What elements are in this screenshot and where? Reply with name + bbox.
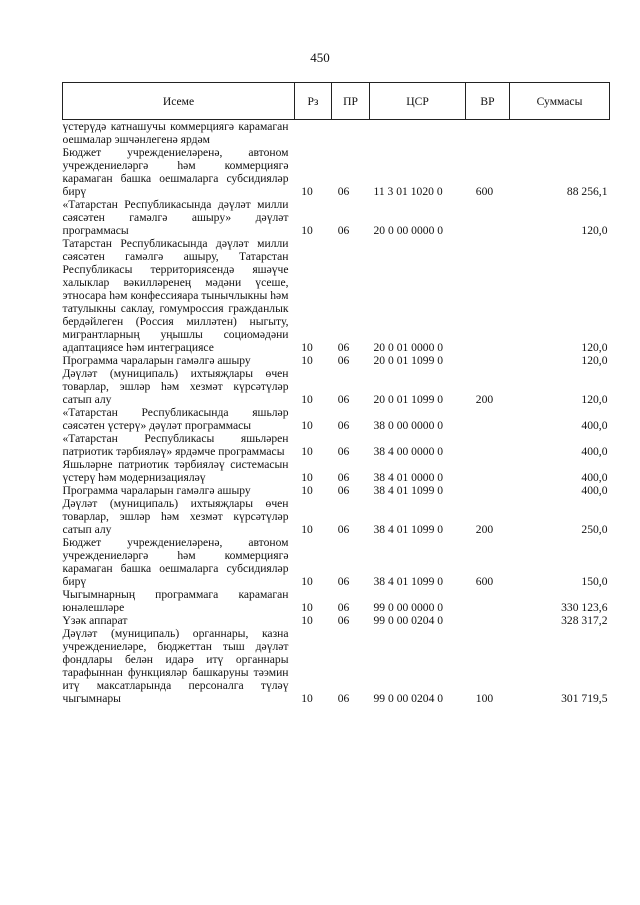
cell-pr: 06: [337, 471, 350, 484]
table-row: [63, 497, 610, 536]
cell-vr: [466, 406, 510, 432]
page-number: 450: [310, 50, 330, 65]
cell-vr: [466, 484, 510, 497]
cell-sum: 250,0: [581, 523, 608, 536]
cell-name: «Татарстан Республикасы яшьләрен патриотик тәрбияләү» ярдәмче программасы: [62, 432, 289, 458]
table-header: [63, 83, 610, 120]
cell-sum: 328 317,2: [561, 614, 608, 627]
cell-name: Чыгымнарның программага карамаган юнәлешләре: [62, 588, 289, 614]
cell-name: Үзәк аппарат: [62, 614, 128, 627]
table-row: [63, 458, 610, 484]
cell-rz: 10: [301, 523, 313, 536]
cell-pr: 06: [337, 224, 350, 237]
cell-csr: 20 0 00 0000 0: [373, 224, 444, 237]
cell-vr: 100: [475, 692, 494, 705]
cell-pr: 06: [337, 419, 350, 432]
cell-name: Яшьләрне патриотик тәрбияләү системасын үстерү һәм модернизацияләү: [62, 458, 289, 484]
cell-name: Бюджет учреждениеләренә, автоном учреждениеләргә һәм коммерциягә карамаган башка оешмаларга субсидияләр бирү: [62, 536, 289, 588]
table-row: [63, 237, 610, 354]
cell-name: Бюджет учреждениеләренә, автоном учреждениеләргә һәм коммерциягә карамаган башка оешмаларга субсидияләр бирү: [62, 146, 289, 198]
cell-name: үстерүдә катнашучы коммерциягә карамаган оешмалар эшчәнлегенә ярдәм: [62, 120, 289, 146]
cell-pr: 06: [337, 692, 350, 705]
header-name: Исеме: [63, 83, 295, 120]
cell-pr: 06: [337, 484, 350, 497]
budget-table: [62, 82, 610, 705]
cell-csr: 99 0 00 0000 0: [373, 601, 444, 614]
cell-sum: 150,0: [581, 575, 608, 588]
cell-pr: 06: [337, 185, 350, 198]
cell-vr: 600: [475, 185, 494, 198]
table-row: [63, 627, 610, 705]
cell-pr: 06: [337, 575, 350, 588]
cell-vr: [466, 198, 510, 237]
cell-csr: [370, 120, 466, 147]
table-row: [63, 432, 610, 458]
header-vr: ВР: [466, 83, 510, 120]
cell-rz: [295, 120, 332, 147]
cell-csr: 38 4 01 1099 0: [373, 523, 444, 536]
cell-rz: 10: [301, 393, 313, 406]
cell-rz: 10: [301, 692, 313, 705]
cell-name: Дәүләт (муниципаль) органнары, казна учреждениеләре, бюджеттан тыш дәүләт фондлары белән идарә итү органнары тарафыннан функцияләр башкаруны тәэмин итү максатларында персоналга түләү чыгымнары: [62, 627, 289, 705]
cell-rz: 10: [301, 354, 313, 367]
cell-csr: 99 0 00 0204 0: [373, 692, 444, 705]
cell-rz: 10: [301, 185, 313, 198]
cell-pr: 06: [337, 601, 350, 614]
header-csr: ЦСР: [370, 83, 466, 120]
cell-sum: 400,0: [581, 445, 608, 458]
cell-pr: 06: [337, 341, 350, 354]
cell-vr: [466, 588, 510, 614]
cell-csr: 20 0 01 1099 0: [373, 354, 444, 367]
table-row: [63, 198, 610, 237]
header-rz: Рз: [295, 83, 332, 120]
table-row: [63, 146, 610, 198]
cell-rz: 10: [301, 614, 313, 627]
table-row: [63, 614, 610, 627]
cell-sum: 400,0: [581, 419, 608, 432]
cell-vr: 600: [475, 575, 494, 588]
table-row: [63, 120, 610, 147]
cell-csr: 38 0 00 0000 0: [373, 419, 444, 432]
cell-pr: 06: [337, 523, 350, 536]
table-body: [63, 120, 610, 706]
cell-vr: [466, 432, 510, 458]
table-row: [63, 484, 610, 497]
cell-sum: 120,0: [581, 354, 608, 367]
cell-rz: 10: [301, 224, 313, 237]
cell-pr: 06: [337, 445, 350, 458]
cell-pr: 06: [337, 393, 350, 406]
cell-rz: 10: [301, 419, 313, 432]
cell-pr: 06: [337, 354, 350, 367]
cell-csr: 11 3 01 1020 0: [373, 185, 443, 198]
cell-sum: [510, 120, 610, 147]
header-sum: Суммасы: [510, 83, 610, 120]
cell-pr: 06: [337, 614, 350, 627]
cell-sum: 120,0: [581, 224, 608, 237]
table-row: [63, 588, 610, 614]
cell-sum: 400,0: [581, 471, 608, 484]
cell-rz: 10: [301, 341, 313, 354]
cell-vr: [466, 237, 510, 354]
cell-vr: 200: [475, 523, 494, 536]
cell-rz: 10: [301, 575, 313, 588]
cell-sum: 330 123,6: [561, 601, 608, 614]
cell-name: Дәүләт (муниципаль) ихтыяҗлары өчен товарлар, эшләр һәм хезмәт күрсәтүләр сатып алу: [62, 497, 289, 536]
cell-csr: 38 4 01 1099 0: [373, 484, 444, 497]
cell-sum: 400,0: [581, 484, 608, 497]
cell-rz: 10: [301, 484, 313, 497]
table-row: [63, 367, 610, 406]
cell-csr: 38 4 01 1099 0: [373, 575, 444, 588]
cell-csr: 20 0 01 1099 0: [373, 393, 444, 406]
cell-name: Программа чараларын гамәлгә ашыру: [62, 354, 251, 367]
table-row: [63, 354, 610, 367]
cell-pr: [332, 120, 370, 147]
cell-name: Татарстан Республикасында дәүләт милли сәясәтен гамәлгә ашыру, Татарстан Республикасы территориясендә яшәүче халыклар вәкилләренең мәдәни үсеше, этносара һәм конфессияара тынычлыкны һәм татулыкны саклау, гомумроссия гражданлык бердәйлеген (Россия милләтен) ныгыту, мигрантларның уңышлы социомәдәни адаптациясе һәм интеграциясе: [62, 237, 289, 354]
cell-sum: 88 256,1: [566, 185, 608, 198]
cell-name: «Татарстан Республикасында дәүләт милли сәясәтен гамәлгә ашыру» дәүләт программасы: [62, 198, 289, 237]
cell-csr: 38 4 01 0000 0: [373, 471, 444, 484]
cell-sum: 120,0: [581, 393, 608, 406]
cell-rz: 10: [301, 471, 313, 484]
cell-csr: 20 0 01 0000 0: [373, 341, 444, 354]
cell-rz: 10: [301, 601, 313, 614]
cell-vr: 200: [475, 393, 494, 406]
cell-sum: 301 719,5: [561, 692, 608, 705]
cell-name: Дәүләт (муниципаль) ихтыяҗлары өчен товарлар, эшләр һәм хезмәт күрсәтүләр сатып алу: [62, 367, 289, 406]
table-row: [63, 406, 610, 432]
header-pr: ПР: [332, 83, 370, 120]
cell-rz: 10: [301, 445, 313, 458]
cell-vr: [466, 120, 510, 147]
cell-csr: 99 0 00 0204 0: [373, 614, 444, 627]
cell-sum: 120,0: [581, 341, 608, 354]
cell-name: «Татарстан Республикасында яшьләр сәясәтен үстерү» дәүләт программасы: [62, 406, 289, 432]
cell-csr: 38 4 00 0000 0: [373, 445, 444, 458]
table-row: [63, 536, 610, 588]
cell-vr: [466, 354, 510, 367]
cell-vr: [466, 458, 510, 484]
cell-name: Программа чараларын гамәлгә ашыру: [62, 484, 251, 497]
cell-vr: [466, 614, 510, 627]
